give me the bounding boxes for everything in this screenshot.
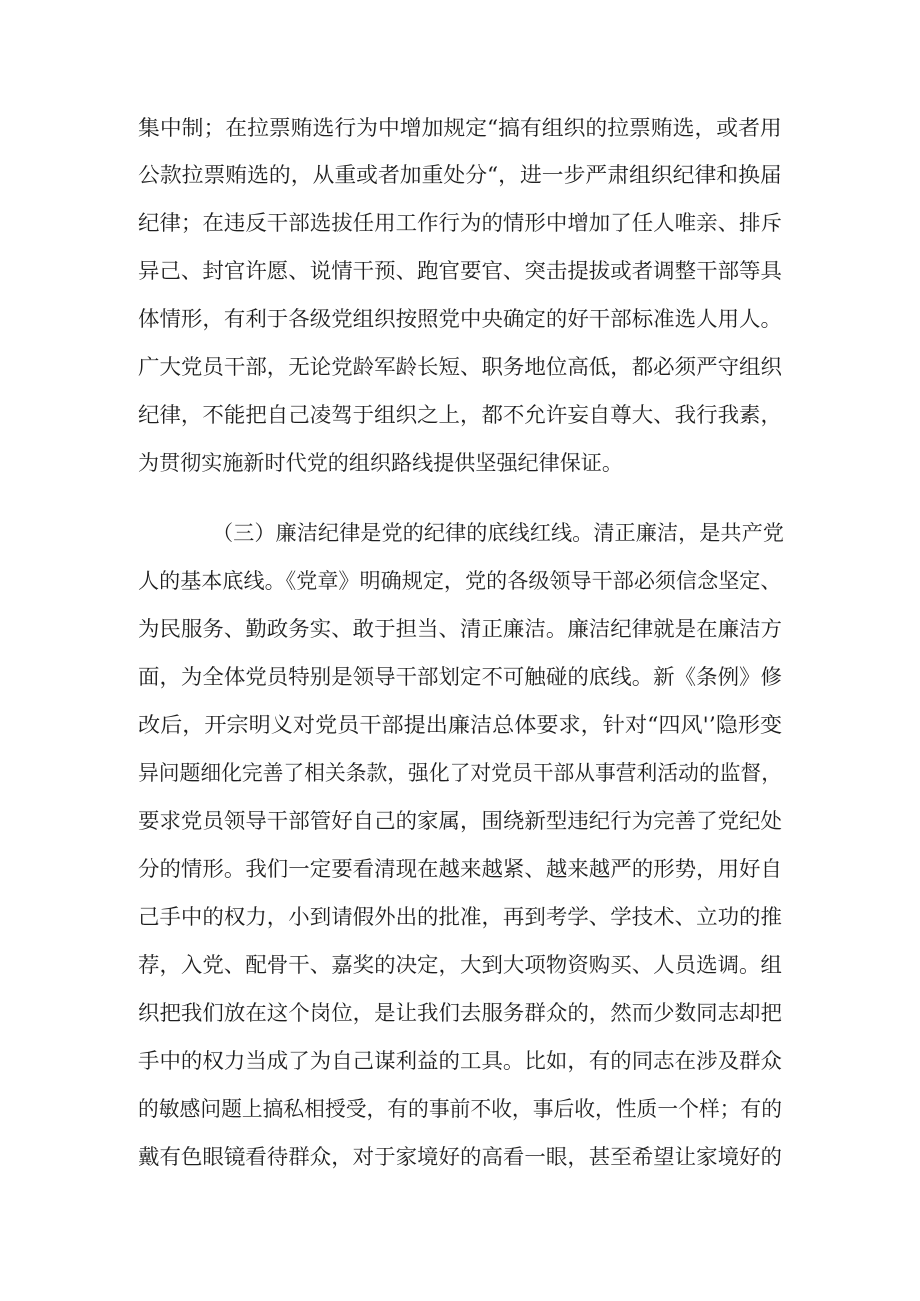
text-line: 广大党员干部，无论党龄军龄长短、职务地位高低，都必须严守组织 xyxy=(138,355,782,379)
text-line: 纪律，不能把自己凌驾于组织之上，都不允许妄自尊大、我行我素， xyxy=(138,403,782,427)
text-line: 纪律；在违反干部选拔任用工作行为的情形中增加了任人唯亲、排斥 xyxy=(138,211,782,235)
section-heading-line: （三）廉洁纪律是党的纪律的底线红线。清正廉洁，是共产党 xyxy=(212,521,784,545)
text-line: 手中的权力当成了为自己谋利益的工具。比如，有的同志在涉及群众 xyxy=(138,1049,782,1073)
text-line: 为民服务、勤政务实、敢于担当、清正廉洁。廉洁纪律就是在廉洁方 xyxy=(138,617,782,641)
text-line: 的敏感问题上搞私相授受，有的事前不收，事后收，性质一个样；有的 xyxy=(138,1097,782,1121)
text-line: 荐，入党、配骨干、嘉奖的决定，大到大项物资购买、人员选调。组 xyxy=(138,953,782,977)
text-line: 要求党员领导干部管好自己的家属，围绕新型违纪行为完善了党纪处 xyxy=(138,809,782,833)
text-line: 异己、封官许愿、说情干预、跑官要官、突击提拔或者调整干部等具 xyxy=(138,259,782,283)
text-line: 公款拉票贿选的，从重或者加重处分“，进一步严肃组织纪律和换届 xyxy=(138,163,782,187)
text-line: 改后，开宗明义对党员干部提出廉洁总体要求，针对“四风'’隐形变 xyxy=(138,713,783,737)
text-line: 分的情形。我们一定要看清现在越来越紧、越来越严的形势，用好自 xyxy=(138,857,782,881)
text-line: 人的基本底线。《党章》明确规定，党的各级领导干部必须信念坚定、 xyxy=(138,569,782,593)
text-line: 体情形，有利于各级党组织按照党中央确定的好干部标准选人用人。 xyxy=(138,307,782,331)
text-line: 为贯彻实施新时代党的组织路线提供坚强纪律保证。 xyxy=(138,451,623,475)
text-line: 戴有色眼镜看待群众，对于家境好的高看一眼，甚至希望让家境好的 xyxy=(138,1145,782,1169)
text-line: 异问题细化完善了相关条款，强化了对党员干部从事营利活动的监督， xyxy=(138,761,782,785)
text-line: 己手中的权力，小到请假外出的批准，再到考学、学技术、立功的推 xyxy=(138,905,782,929)
text-line: 织把我们放在这个岗位，是让我们去服务群众的，然而少数同志却把 xyxy=(138,1001,782,1025)
text-line: 集中制；在拉票贿选行为中增加规定“搞有组织的拉票贿选，或者用 xyxy=(138,116,782,140)
text-line: 面，为全体党员特别是领导干部划定不可触碰的底线。新《条例》修 xyxy=(138,665,782,689)
